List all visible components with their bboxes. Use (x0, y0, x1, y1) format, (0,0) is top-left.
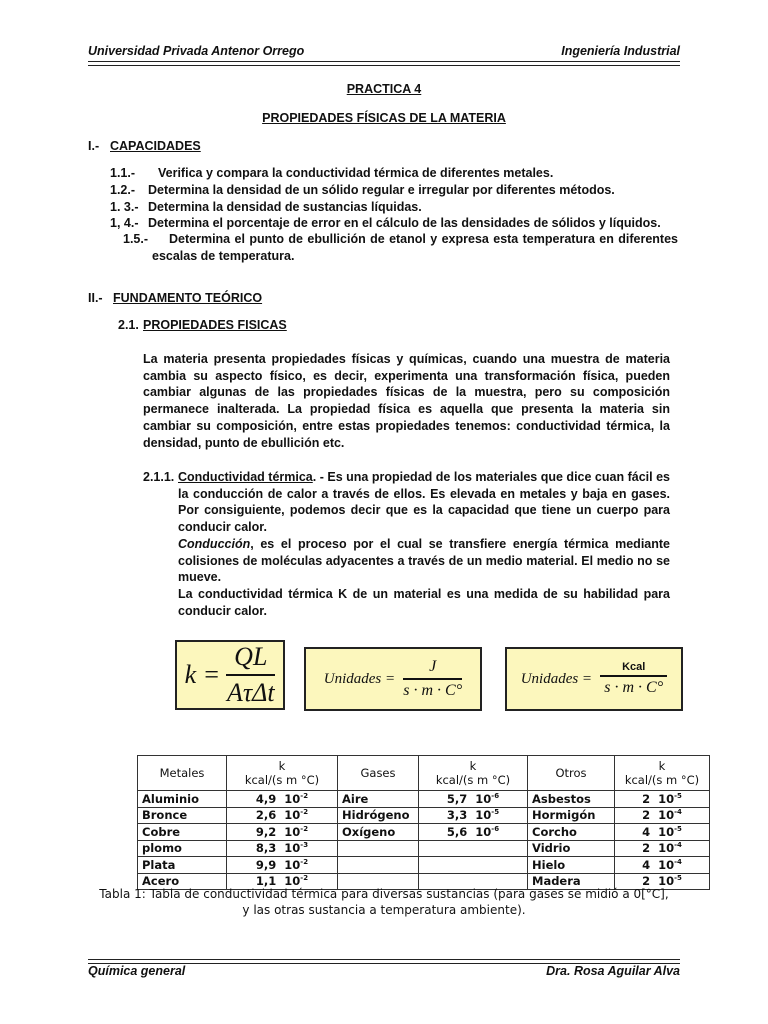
table-row (138, 807, 710, 824)
other-name: Corcho (528, 824, 615, 841)
table-row (138, 824, 710, 841)
section-2-1-title: PROPIEDADES FISICAS (143, 318, 287, 332)
header-otros: Otros (528, 756, 615, 791)
metal-k: 8,3 $10^{-3}$ (227, 840, 338, 857)
table-row (138, 840, 710, 857)
cap-4-number: 1, 4.- (110, 216, 139, 230)
header-k-gases: k kcal/(s m °C) (419, 756, 528, 791)
metal-k: 9,9 $10^{-2}$ (227, 857, 338, 874)
gas-k: 5,7 $10^{-6}$ (419, 791, 528, 808)
cap-2-text: Determina la densidad de un sólido regular e irregular por diferentes métodos. (148, 183, 615, 197)
physical-properties-paragraph: La materia presenta propiedades físicas y químicas, cuando una muestra de materia cambia su aspecto físico, es decir, experimenta una transformación física, pueden cambiar algunas de las propiedades físicas de la muestra, pero su composición permanece inalterada. La propiedad física es aquella que presenta la materia sin cambiar su composición, entre estas propiedades tenemos: conductividad térmica, la densidad, punto de ebullición etc. (143, 352, 670, 450)
cap-3-text: Determina la densidad de sustancias líquidas. (148, 200, 422, 214)
gas-name (338, 840, 419, 857)
gas-name: Oxígeno (338, 824, 419, 841)
metal-name: plomo (138, 840, 227, 857)
other-name: Hormigón (528, 807, 615, 824)
other-k: 2 $10^{-5}$ (615, 791, 710, 808)
section-2-1-number: 2.1. (118, 318, 139, 332)
conduction-term: Conducción (178, 536, 251, 551)
cap-5-number: 1.5.- (123, 232, 149, 246)
section-1-title: CAPACIDADES (110, 139, 201, 153)
header-k-metales: k kcal/(s m °C) (227, 756, 338, 791)
formula-denominator: AτΔt (226, 678, 275, 707)
formula-lhs: k = (184, 660, 221, 689)
page-header (88, 44, 680, 58)
gas-k (419, 840, 528, 857)
other-k: 2 $10^{-4}$ (615, 840, 710, 857)
k-definition: La conductividad térmica K de un material es una medida de su habilidad para conducir calor. (178, 586, 670, 618)
cap-2-number: 1.2.- (110, 183, 136, 197)
table-caption-line-2: y las otras sustancia a temperatura ambiente). (242, 903, 526, 917)
cap-1-number: 1.1.- (110, 166, 136, 180)
footer-author: Dra. Rosa Aguilar Alva (546, 964, 680, 978)
cap-5-text-cont: escalas de temperatura. (152, 249, 295, 263)
metal-name: Plata (138, 857, 227, 874)
other-name: Asbestos (528, 791, 615, 808)
other-k: 2 $10^{-5}$ (615, 873, 710, 890)
metal-k: 1,1 $10^{-2}$ (227, 873, 338, 890)
document-title: PROPIEDADES FÍSICAS DE LA MATERIA (262, 111, 506, 125)
section-2-title: FUNDAMENTO TEÓRICO (113, 291, 263, 305)
conductivity-paragraph (178, 469, 670, 619)
conductivity-formula (175, 640, 285, 710)
formula-numerator: QL (226, 642, 275, 676)
units-2-numerator: Kcal (600, 661, 667, 677)
other-name: Madera (528, 873, 615, 890)
header-rule (88, 61, 680, 66)
other-name: Vidrio (528, 840, 615, 857)
table-header-row (138, 756, 710, 791)
table-row (138, 791, 710, 808)
units-1-numerator: J (403, 658, 462, 680)
cap-4-text: Determina el porcentaje de error en el cálculo de las densidades de sólidos y líquidos. (148, 216, 661, 230)
metal-k: 9,2 $10^{-2}$ (227, 824, 338, 841)
practice-title: PRACTICA 4 (346, 82, 422, 96)
conduction-definition: , es el proceso por el cual se transfiere energía térmica mediante colisiones de moléculas adyacentes a través de un medio material. El medio no se mueve. (178, 536, 670, 585)
gas-k: 5,6 $10^{-6}$ (419, 824, 528, 841)
header-gases: Gases (338, 756, 419, 791)
footer-course: Química general (88, 964, 186, 978)
metal-name: Cobre (138, 824, 227, 841)
conductivity-term: Conductividad térmica (178, 470, 313, 484)
gas-name (338, 857, 419, 874)
gas-k (419, 857, 528, 874)
thermal-conductivity-table (137, 755, 710, 890)
units-1-denominator: s · m · C° (403, 682, 463, 699)
metal-name: Bronce (138, 807, 227, 824)
other-k: 4 $10^{-5}$ (615, 824, 710, 841)
header-metales: Metales (138, 756, 227, 791)
other-name: Hielo (528, 857, 615, 874)
table-caption-line-1: Tabla 1: Tabla de conductividad térmica para diversas sustancias (para gases se midió a 0[°C], (99, 887, 669, 901)
gas-k: 3,3 $10^{-5}$ (419, 807, 528, 824)
gas-name: Hidrógeno (338, 807, 419, 824)
other-k: 2 $10^{-4}$ (615, 807, 710, 824)
metal-k: 4,9 $10^{-2}$ (227, 791, 338, 808)
metal-name: Acero (138, 873, 227, 890)
metal-k: 2,6 $10^{-2}$ (227, 807, 338, 824)
page-footer (88, 964, 680, 978)
section-2-number: II.- (88, 291, 103, 305)
table-row (138, 857, 710, 874)
cap-1-text: Verifica y compara la conductividad térmica de diferentes metales. (158, 166, 554, 180)
units-label-1: Unidades = (323, 670, 396, 687)
section-2-1-1-number: 2.1.1. (143, 470, 175, 484)
conductivity-definition: . - Es una propiedad de los materiales que dice cuan fácil es la conducción de calor a través de ellos. Es elevada en metales y baja en gases. Por consiguiente, podemos decir que es la capacidad que tiene un cuerpo para conducir calor. (178, 470, 671, 535)
header-university: Universidad Privada Antenor Orrego (88, 44, 305, 58)
other-k: 4 $10^{-4}$ (615, 857, 710, 874)
cap-5-text: Determina el punto de ebullición de etanol y expresa esta temperatura en diferentes (169, 232, 678, 246)
cap-3-number: 1. 3.- (110, 200, 139, 214)
units-2-denominator: s · m · C° (604, 679, 664, 696)
header-k-otros: k kcal/(s m °C) (615, 756, 710, 791)
header-program: Ingeniería Industrial (561, 44, 680, 58)
units-label-2: Unidades = (520, 670, 593, 687)
metal-name: Aluminio (138, 791, 227, 808)
gas-name: Aire (338, 791, 419, 808)
section-1-number: I.- (88, 139, 100, 153)
units-kcal-formula (505, 647, 683, 711)
units-joule-formula (304, 647, 482, 711)
